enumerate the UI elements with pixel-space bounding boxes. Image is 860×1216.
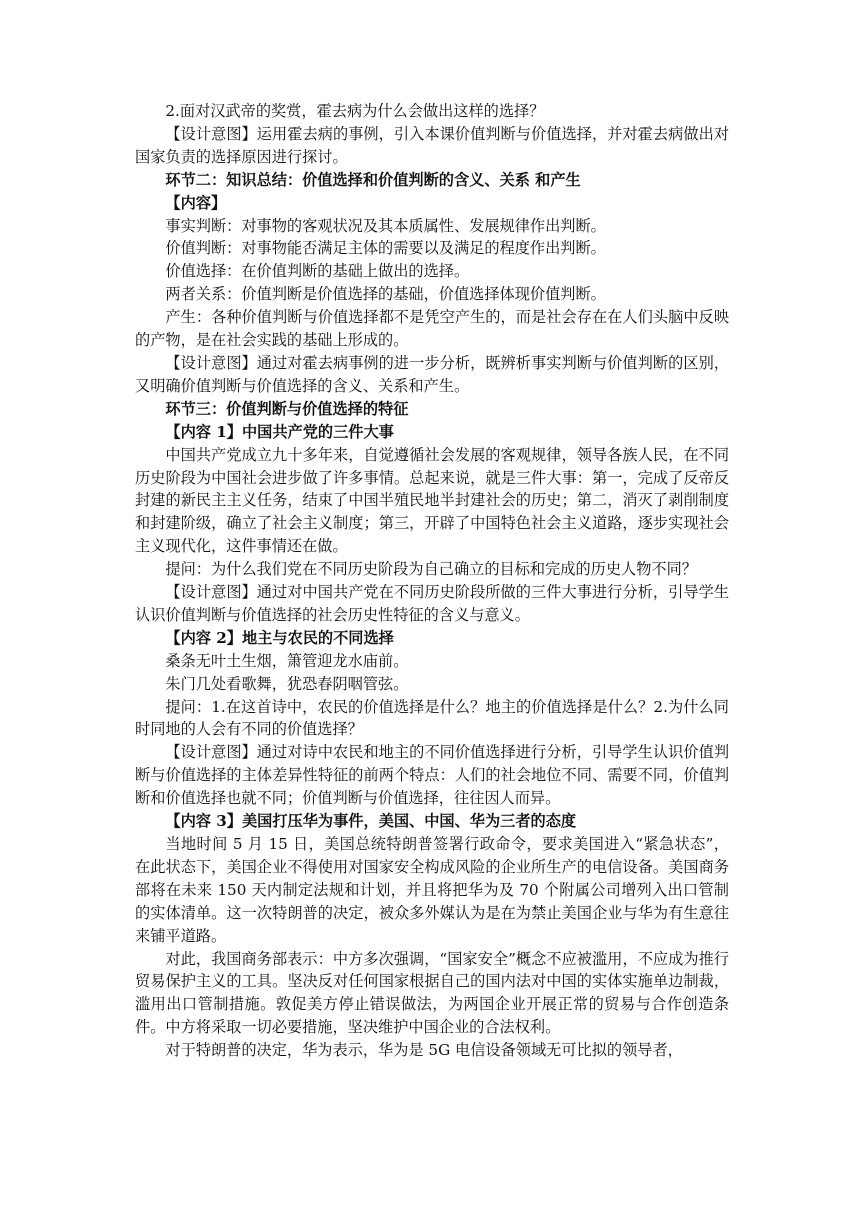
content-2-heading: 【内容 2】地主与农民的不同选择	[165, 628, 394, 647]
section-heading-3: 环节三：价值判断与价值选择的特征	[165, 399, 409, 418]
content-2-question: 提问：1.在这首诗中，农民的价值选择是什么？地主的价值选择是什么？2.为什么同时同地的人会有不同的价值选择？	[135, 697, 729, 739]
definition-relationship: 两者关系：价值判断是价值选择的基础，价值选择体现价值判断。	[165, 285, 606, 304]
definition-value-judgment: 价值判断：对事物能否满足主体的需要以及满足的程度作出判断。	[165, 239, 606, 258]
definition-fact-judgment: 事实判断：对事物的客观状况及其本质属性、发展规律作出判断。	[165, 216, 606, 235]
content-3-heading: 【内容 3】美国打压华为事件，美国、中国、华为三者的态度	[165, 812, 577, 831]
question-2: 2.面对汉武帝的奖赏，霍去病为什么会做出这样的选择？	[165, 102, 545, 120]
design-intent-3: 【设计意图】通过对中国共产党在不同历史阶段所做的三件大事进行分析，引导学生认识价值判断与价值选择的社会历史性特征的含义与意义。	[135, 583, 729, 624]
definition-origin: 产生：各种价值判断与价值选择都不是凭空产生的，而是社会存在在人们头脑中反映的产物，是在社会实践的基础上形成的。	[135, 308, 729, 350]
content-3-body-2: 对此，我国商务部表示：中方多次强调，“国家安全”概念不应被滥用，不应成为推行贸易保护主义的工具。坚决反对任何国家根据自己的国内法对中国的实体实施单边制裁，滥用出口管制措施。敦促美方停止错误做法，为两国企业开展正常的贸易与合作创造条件。中方将采取一切必要措施，坚决维护中国企业的合法权利。	[135, 949, 729, 1037]
definition-value-choice: 价值选择：在价值判断的基础上做出的选择。	[165, 262, 470, 281]
content-1-heading: 【内容 1】中国共产党的三件大事	[165, 422, 394, 441]
content-3-body-3: 对于特朗普的决定，华为表示，华为是 5G 电信设备领域无可比拟的领导者，	[165, 1041, 683, 1060]
section-heading-2: 环节二：知识总结：价值选择和价值判断的含义、关系 和产生	[165, 170, 581, 189]
design-intent-2: 【设计意图】通过对霍去病事例的进一步分析，既辨析事实判断与价值判断的区别，又明确价值判断与价值选择的含义、关系和产生。	[135, 353, 729, 395]
content-3-body-1: 当地时间 5 月 15 日，美国总统特朗普签署行政命令，要求美国进入“紧急状态”，在此状态下，美国企业不得使用对国家安全构成风险的企业所生产的电信设备。美国商务部将在未来 150 天内制定法规和计划，并且将把华为及 70 个附属公司增列入出口管制的实体清单。这一次特朗普的决定，被众多外媒认为是在为禁止美国企业与华为有生意往来铺平道路。	[135, 835, 729, 945]
design-intent-4: 【设计意图】通过对诗中农民和地主的不同价值选择进行分析，引导学生认识价值判断与价值选择的主体差异性特征的前两个特点：人们的社会地位不同、需要不同，价值判断和价值选择也就不同；价值判断与价值选择，往往因人而异。	[135, 743, 729, 808]
document-page	[135, 100, 729, 1062]
content-label: 【内容】	[165, 193, 227, 212]
poem-line-2: 朱门几处看歌舞，犹恐春阴咽管弦。	[165, 674, 409, 693]
content-1-body: 中国共产党成立九十多年来，自觉遵循社会发展的客观规律，领导各族人民，在不同历史阶段为中国社会进步做了许多事情。总起来说，就是三件大事：第一，完成了反帝反封建的新民主主义任务，结束了中国半殖民地半封建社会的历史；第二，消灭了剥削制度和封建阶级，确立了社会主义制度；第三，开辟了中国特色社会主义道路，逐步实现社会主义现代化，这件事情还在做。	[135, 445, 729, 556]
poem-line-1: 桑条无叶土生烟，箫管迎龙水庙前。	[165, 651, 409, 670]
design-intent-1: 【设计意图】运用霍去病的事例，引入本课价值判断与价值选择，并对霍去病做出对国家负责的选择原因进行探讨。	[135, 124, 729, 166]
content-1-question: 提问：为什么我们党在不同历史阶段为自己确立的目标和完成的历史人物不同？	[165, 560, 697, 579]
